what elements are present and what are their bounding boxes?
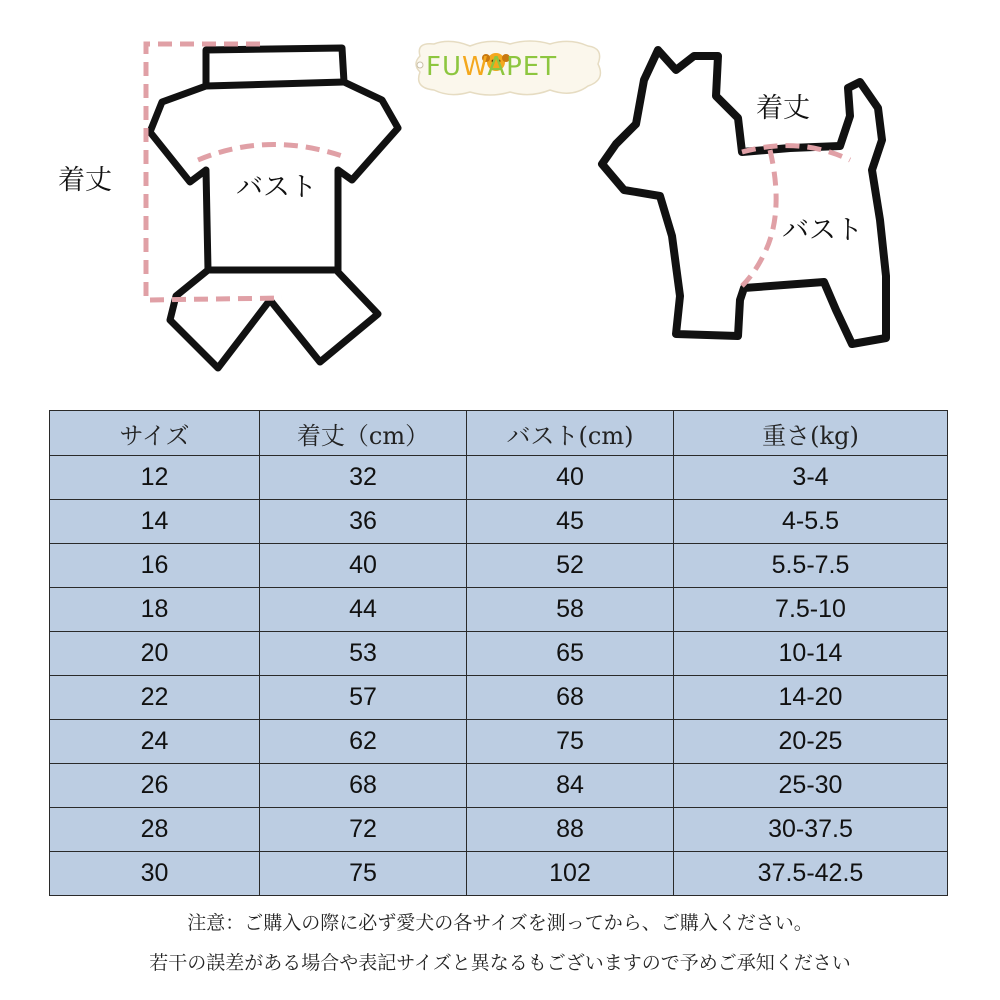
cell-size: 22 [50, 676, 260, 720]
header-weight: 重さ(kg) [674, 411, 948, 456]
cell-weight: 4-5.5 [674, 500, 948, 544]
cell-weight: 10-14 [674, 632, 948, 676]
cell-weight: 20-25 [674, 720, 948, 764]
cell-length: 36 [260, 500, 467, 544]
size-chart-table [49, 410, 948, 896]
brand-logo [410, 38, 606, 100]
garment-outline [150, 48, 398, 368]
table-header-row [50, 411, 948, 456]
cell-size: 18 [50, 588, 260, 632]
table-row [50, 676, 948, 720]
table-row [50, 544, 948, 588]
cell-bust: 84 [467, 764, 674, 808]
cell-bust: 68 [467, 676, 674, 720]
cell-bust: 40 [467, 456, 674, 500]
table-row [50, 456, 948, 500]
cell-length: 53 [260, 632, 467, 676]
cell-bust: 45 [467, 500, 674, 544]
notes [0, 903, 1000, 983]
cell-length: 40 [260, 544, 467, 588]
header-size: サイズ [50, 411, 260, 456]
cell-bust: 65 [467, 632, 674, 676]
measurement-diagram [0, 0, 1000, 400]
cell-size: 16 [50, 544, 260, 588]
cell-bust: 102 [467, 852, 674, 896]
header-bust: バスト(cm) [467, 411, 674, 456]
table-row [50, 808, 948, 852]
cell-size: 20 [50, 632, 260, 676]
cell-bust: 88 [467, 808, 674, 852]
cell-size: 26 [50, 764, 260, 808]
cell-weight: 25-30 [674, 764, 948, 808]
table-row [50, 632, 948, 676]
cell-length: 44 [260, 588, 467, 632]
cell-size: 28 [50, 808, 260, 852]
cell-size: 30 [50, 852, 260, 896]
cell-weight: 37.5-42.5 [674, 852, 948, 896]
table-row [50, 764, 948, 808]
dog-bust-label: バスト [782, 215, 863, 246]
cell-weight: 5.5-7.5 [674, 544, 948, 588]
cell-size: 24 [50, 720, 260, 764]
dog-length-label: 着丈 [756, 93, 810, 124]
cell-length: 62 [260, 720, 467, 764]
cell-bust: 75 [467, 720, 674, 764]
cell-length: 75 [260, 852, 467, 896]
cell-bust: 52 [467, 544, 674, 588]
cell-size: 12 [50, 456, 260, 500]
cell-length: 68 [260, 764, 467, 808]
cell-weight: 3-4 [674, 456, 948, 500]
brand-logo-text: FUWAPET [426, 52, 558, 82]
table-row [50, 500, 948, 544]
cell-length: 32 [260, 456, 467, 500]
cell-weight: 7.5-10 [674, 588, 948, 632]
garment-bust-label: バスト [236, 172, 317, 203]
cell-weight: 30-37.5 [674, 808, 948, 852]
cell-size: 14 [50, 500, 260, 544]
note-line-2: 若干の誤差がある場合や表記サイズと異なるもございますので予めご承知ください [149, 952, 851, 974]
table-row [50, 588, 948, 632]
table-row [50, 720, 948, 764]
cell-length: 57 [260, 676, 467, 720]
cell-length: 72 [260, 808, 467, 852]
note-line-1: 注意：ご購入の際に必ず愛犬の各サイズを測ってから、ご購入ください。 [187, 912, 813, 934]
header-length: 着丈（cm） [260, 411, 467, 456]
table-row [50, 852, 948, 896]
cell-weight: 14-20 [674, 676, 948, 720]
cell-bust: 58 [467, 588, 674, 632]
dog-outline [602, 50, 886, 344]
garment-length-label: 着丈 [58, 165, 112, 196]
